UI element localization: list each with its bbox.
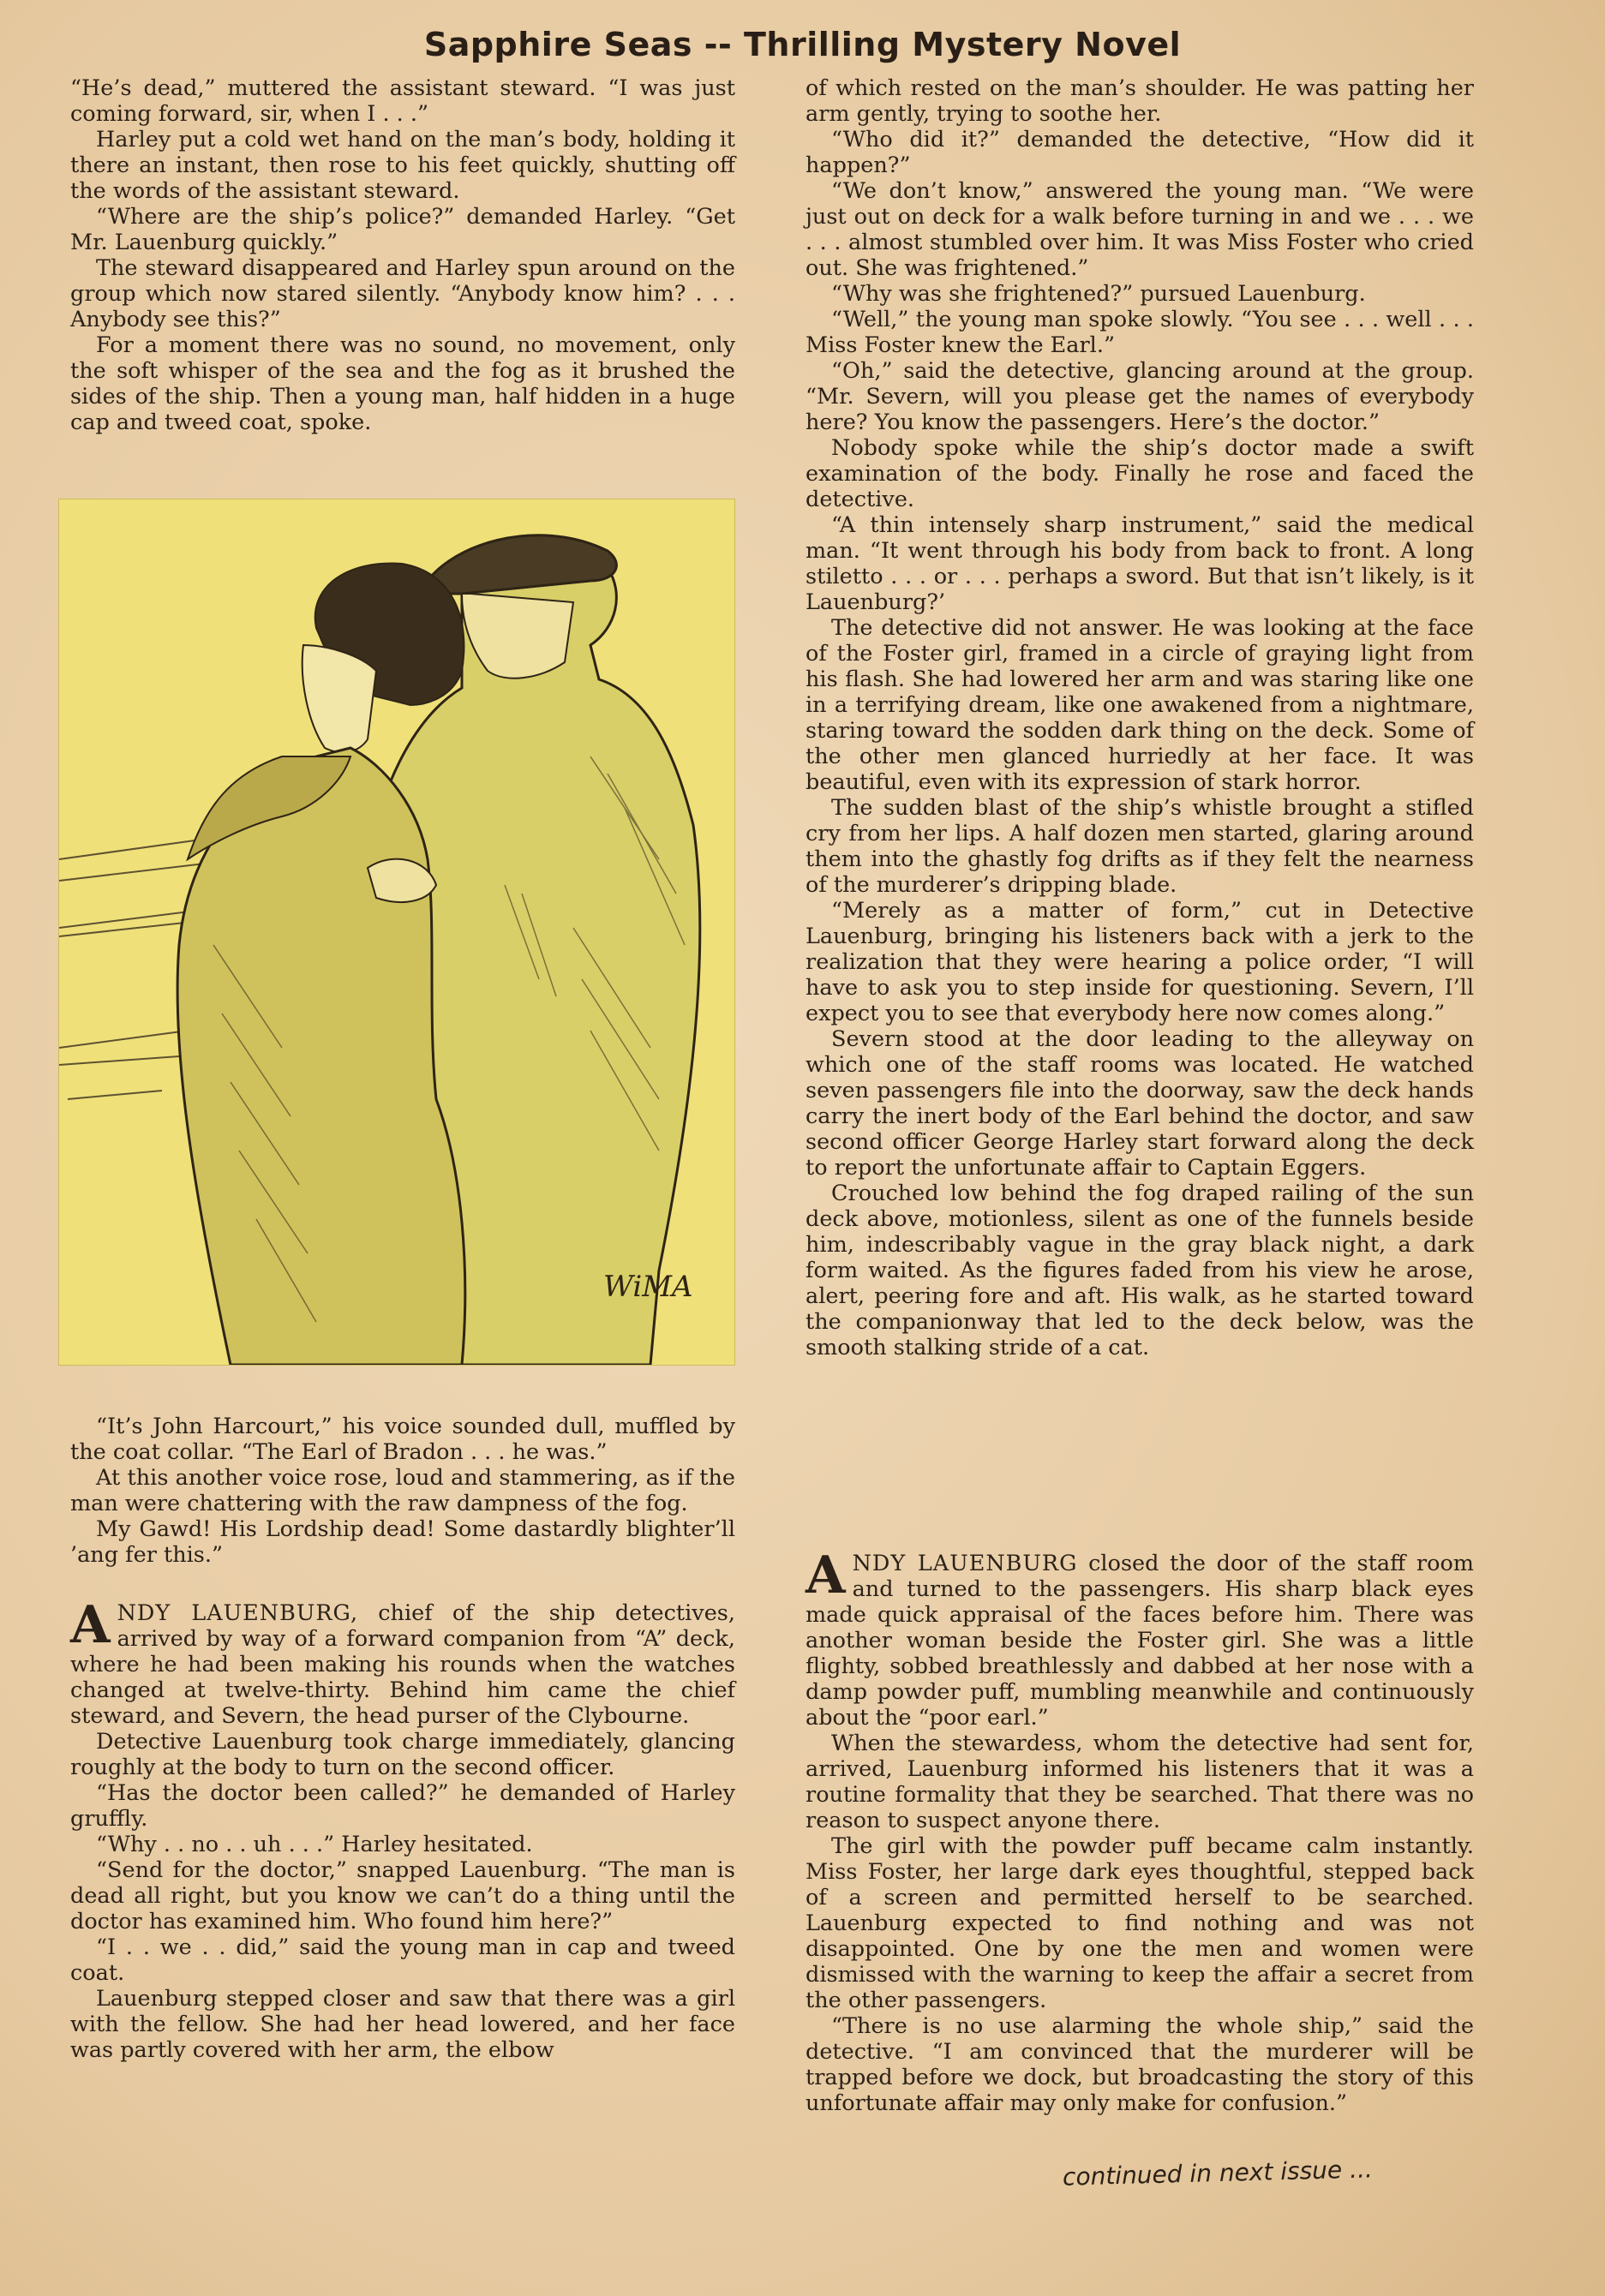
right-column: [805, 75, 1474, 1360]
section-paragraph: [805, 1546, 1474, 1731]
paragraph: “Who did it?” demanded the detective, “How did it happen?”: [805, 127, 1474, 178]
paragraph: Detective Lauenburg took charge immediately, glancing roughly at the body to turn on the second officer.: [70, 1729, 735, 1780]
drop-cap: A: [70, 1595, 111, 1655]
paragraph: “A thin intensely sharp instrument,” said the medical man. “It went through his body from back to front. A long stiletto . . . or . . . perhaps a sword. But that isn’t likely, is it Lauenburg?’: [805, 512, 1474, 615]
paragraph: “Send for the doctor,” snapped Lauenburg. “The man is dead all right, but you know we can’t do a thing until the doctor has examined him. Who found him here?”: [70, 1857, 735, 1934]
paragraph: “Has the doctor been called?” he demanded of Harley gruffly.: [70, 1780, 735, 1832]
paragraph: At this another voice rose, loud and stammering, as if the man were chattering with the raw dampness of the fog.: [70, 1465, 735, 1516]
drop-cap: A: [805, 1546, 846, 1605]
paragraph: Nobody spoke while the ship’s doctor made a swift examination of the body. Finally he rose and faced the detective.: [805, 435, 1474, 512]
paragraph: Harley put a cold wet hand on the man’s body, holding it there an instant, then rose to his feet quickly, shutting off the words of the assistant steward.: [70, 127, 735, 204]
paragraph: The sudden blast of the ship’s whistle brought a stifled cry from her lips. A half dozen men started, glaring around them into the ghastly fog drifts as if they felt the nearness of the murderer’s dripping blade.: [805, 795, 1474, 898]
paragraph: The steward disappeared and Harley spun around on the group which now stared silently. “Anybody know him? . . . Anybody see this?”: [70, 255, 735, 332]
section-lead: NDY LAUENBURG,: [117, 1600, 359, 1626]
right-column-bottom: [805, 1546, 1474, 2116]
paragraph: of which rested on the man’s shoulder. He was patting her arm gently, trying to soothe her.: [805, 75, 1474, 127]
paragraph: “Oh,” said the detective, glancing around at the group. “Mr. Severn, will you please get the names of everybody here? You know the passengers. Here’s the doctor.”: [805, 358, 1474, 435]
paragraph: “Well,” the young man spoke slowly. “You see . . . well . . . Miss Foster knew the Earl.”: [805, 307, 1474, 358]
paragraph: “I . . we . . did,” said the young man in cap and tweed coat.: [70, 1934, 735, 1986]
paragraph: When the stewardess, whom the detective had sent for, arrived, Lauenburg informed his listeners that it was a routine formality that they be searched. That there was no reason to suspect anyone there.: [805, 1731, 1474, 1833]
couple-sketch-image: [59, 499, 734, 1365]
section-text: chief of the ship detectives, arrived by way of a forward companion from “A” deck, where he had been making his rounds when the watches changed at twelve-thirty. Behind him came the chief steward, and Severn, the head purser of the Clybourne.: [70, 1600, 735, 1729]
paragraph: Lauenburg stepped closer and saw that there was a girl with the fellow. She had her head lowered, and her face was partly covered with her arm, the elbow: [70, 1986, 735, 2063]
paragraph: “Where are the ship’s police?” demanded Harley. “Get Mr. Lauenburg quickly.”: [70, 204, 735, 255]
continued-note: continued in next issue ...: [1062, 2155, 1374, 2191]
left-column-bottom: [70, 1414, 735, 2063]
paragraph: “It’s John Harcourt,” his voice sounded dull, muffled by the coat collar. “The Earl of Bradon . . . he was.”: [70, 1414, 735, 1465]
paragraph: “Why was she frightened?” pursued Lauenburg.: [831, 281, 1366, 307]
illustration-signature: WiMA: [603, 1270, 693, 1304]
paragraph: Severn stood at the door leading to the alleyway on which one of the staff rooms was located. He watched seven passengers file into the doorway, saw the deck hands carry the inert body of the Earl behind the doctor, and saw second officer George Harley start forward along the deck to report the unfortunate affair to Captain Eggers.: [805, 1026, 1474, 1181]
paragraph: Crouched low behind the fog draped railing of the sun deck above, motionless, silent as one of the funnels beside him, indescribably vague in the gray black night, a dark form waited. As the figures faded from his view he arose, alert, peering fore and aft. His walk, as he started toward the companionway that led to the deck below, was the smooth stalking stride of a cat.: [805, 1181, 1474, 1360]
paragraph: For a moment there was no sound, no movement, only the soft whisper of the sea and the fog as it brushed the sides of the ship. Then a young man, half hidden in a huge cap and tweed coat, spoke.: [70, 332, 735, 435]
paragraph: The detective did not answer. He was looking at the face of the Foster girl, framed in a circle of graying light from his flash. She had lowered her arm and was staring like one in a terrifying dream, like one awakened from a nightmare, staring toward the sodden dark thing on the deck. Some of the other men glanced hurriedly at her face. It was beautiful, even with its expression of stark horror.: [805, 615, 1474, 795]
section-paragraph: [70, 1595, 735, 1729]
paragraph: “Why . . no . . uh . . .” Harley hesitated.: [96, 1832, 533, 1857]
page-title: Sapphire Seas -- Thrilling Mystery Novel: [423, 26, 1182, 63]
story-illustration: [58, 499, 735, 1366]
paragraph: “Merely as a matter of form,” cut in Detective Lauenburg, bringing his listeners back with a jerk to the realization that they were hearing a police order, “I will have to ask you to step inside for questioning. Severn, I’ll expect you to see that everybody here now comes along.”: [805, 898, 1474, 1026]
section-lead: NDY LAUENBURG: [852, 1551, 1078, 1576]
paragraph: “He’s dead,” muttered the assistant steward. “I was just coming forward, sir, when I . . .”: [70, 75, 735, 127]
left-column-top: [70, 75, 735, 435]
paragraph: The girl with the powder puff became calm instantly. Miss Foster, her large dark eyes thoughtful, stepped back of a screen and permitted herself to be searched. Lauenburg expected to find nothing and was not disappointed. One by one the men and women were dismissed with the warning to keep the affair a secret from the other passengers.: [805, 1833, 1474, 2013]
paragraph: “We don’t know,” answered the young man. “We were just out on deck for a walk before turning in and we . . . we . . . almost stumbled over him. It was Miss Foster who cried out. She was frightened.”: [805, 178, 1474, 281]
paragraph: My Gawd! His Lordship dead! Some dastardly blighter’ll ’ang fer this.”: [70, 1516, 735, 1568]
section-text: closed the door of the staff room and turned to the passengers. His sharp black eyes made quick appraisal of the faces before him. There was another woman beside the Foster girl. She was a little flighty, sobbed breathlessly and dabbed at her nose with a damp powder puff, mumbling meanwhile and continuously about the “poor earl.”: [805, 1551, 1474, 1731]
paragraph: “There is no use alarming the whole ship,” said the detective. “I am convinced that the murderer will be trapped before we dock, but broadcasting the story of this unfortunate affair may only make for confusion.”: [805, 2013, 1474, 2116]
